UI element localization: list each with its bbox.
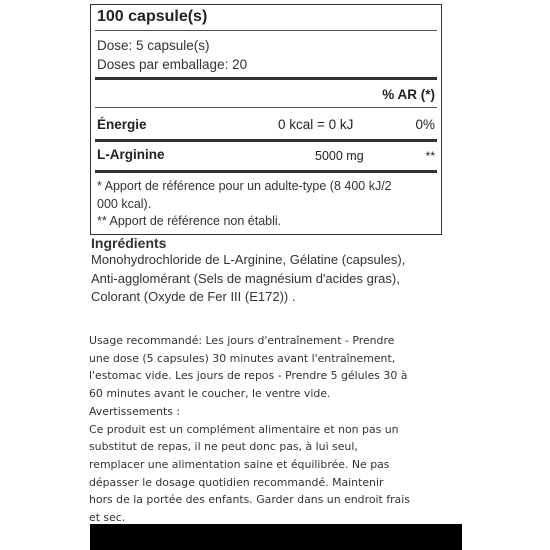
ingredients-line: Monohydrochloride de L-Arginine, Gélatine (capsules), bbox=[91, 252, 406, 267]
arginine-label: L-Arginine bbox=[97, 147, 165, 162]
footnote-line: * Apport de référence pour un adulte-type (8 400 kJ/2 bbox=[97, 179, 392, 193]
usage-line: dépasser le dosage quotidien recommandé. Maintenir bbox=[89, 475, 384, 489]
ingredients-line: Colorant (Oxyde de Fer III (E172)) . bbox=[91, 289, 296, 304]
energy-label: Énergie bbox=[97, 117, 147, 132]
arginine-row bbox=[91, 147, 441, 162]
divider-thick bbox=[95, 170, 437, 173]
usage-line: une dose (5 capsules) 30 minutes avant l'entraînement, bbox=[89, 351, 396, 365]
arginine-ar: ** bbox=[425, 149, 435, 163]
arginine-value: 5000 mg bbox=[315, 149, 364, 163]
capsule-count-title: 100 capsule(s) bbox=[97, 8, 208, 25]
energy-row bbox=[91, 117, 441, 132]
ingredients-section bbox=[90, 235, 442, 307]
energy-ar: 0% bbox=[415, 117, 435, 132]
usage-line: 60 minutes avant le coucher, le ventre vide. bbox=[89, 387, 331, 401]
usage-line: Usage recommandé: Les jours d'entraînement - Prendre bbox=[89, 334, 395, 347]
ingredients-title: Ingrédients bbox=[91, 235, 167, 251]
ingredients-line: Anti-agglomérant (Sels de magnésium d'acides gras), bbox=[91, 270, 400, 286]
ar-column-header: % AR (*) bbox=[382, 87, 435, 102]
usage-line: substitut de repas, il ne peut donc pas, à lui seul, bbox=[89, 440, 358, 454]
doses-per-pack-line: Doses par emballage: 20 bbox=[97, 57, 248, 72]
divider-thick bbox=[95, 139, 437, 142]
usage-line: hors de la portée des enfants. Garder dans un endroit frais bbox=[89, 493, 410, 507]
footnote-line: 000 kcal). bbox=[97, 197, 152, 211]
divider-thick bbox=[95, 77, 437, 80]
usage-line: Ce produit est un complément alimentaire et non pas un bbox=[89, 422, 399, 436]
footnote-not-established: ** Apport de référence non établi. bbox=[97, 214, 282, 228]
divider bbox=[95, 107, 437, 108]
usage-line: et sec. bbox=[89, 511, 126, 525]
footnote-reference bbox=[91, 177, 441, 213]
energy-value: 0 kcal = 0 kJ bbox=[278, 117, 354, 132]
warnings-heading: Avertissements : bbox=[89, 404, 181, 418]
divider bbox=[95, 30, 437, 31]
usage-line: remplacer une alimentation saine et équilibrée. Ne pas bbox=[89, 457, 390, 471]
usage-line: l'estomac vide. Les jours de repos - Prendre 5 gélules 30 à bbox=[89, 369, 408, 383]
ingredients-text bbox=[90, 251, 442, 307]
black-bar bbox=[90, 524, 462, 550]
nutrition-facts-panel bbox=[90, 4, 442, 235]
usage-instructions bbox=[89, 332, 461, 527]
dose-line: Dose: 5 capsule(s) bbox=[97, 38, 210, 53]
